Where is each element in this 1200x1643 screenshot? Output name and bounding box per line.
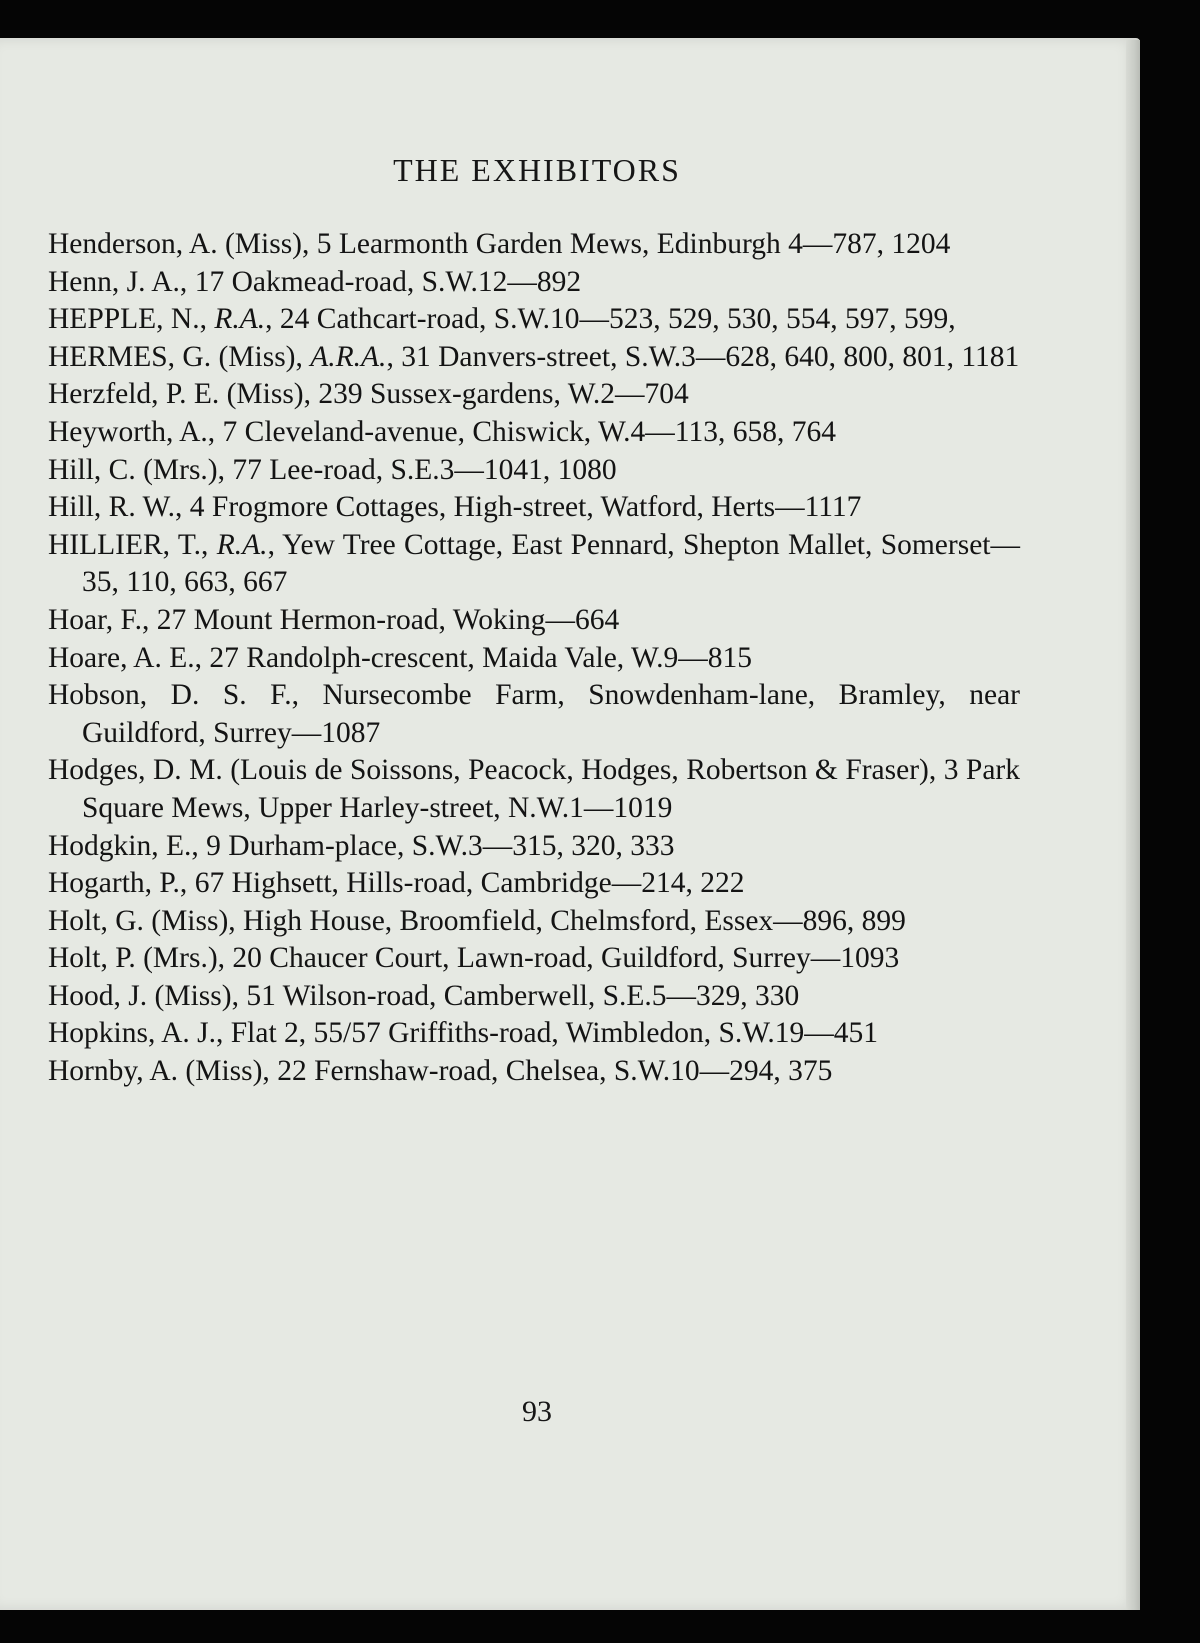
exhibitor-name: Hodgkin, E., [48, 829, 199, 862]
exhibitor-title: R.A. [214, 303, 266, 336]
exhibitor-name: HERMES, G. (Miss), [48, 340, 303, 373]
exhibitor-entry [48, 376, 1020, 414]
exhibitor-details: 17 Oakmead-road, S.W.12—892 [194, 265, 582, 298]
exhibitor-name: HILLIER, T., [48, 528, 209, 561]
exhibitor-name: Holt, G. (Miss), [48, 904, 236, 937]
exhibitor-name: Henderson, A. (Miss), [48, 228, 310, 260]
exhibitor-entry [48, 752, 1020, 827]
exhibitor-details: 77 Lee-road, S.E.3—1041, 1080 [232, 453, 617, 486]
exhibitor-entry [48, 865, 1020, 903]
exhibitor-details: 22 Fernshaw-road, Chelsea, S.W.10—294, 375 [277, 1055, 833, 1088]
exhibitor-entry [48, 301, 1020, 339]
exhibitor-title: A.R.A. [310, 340, 387, 373]
exhibitor-details: 27 Randolph-crescent, Maida Vale, W.9—815 [209, 641, 753, 674]
exhibitor-entry [48, 414, 1020, 452]
exhibitor-details: 4 Frogmore Cottages, High-street, Watford, Herts—1117 [189, 491, 862, 524]
exhibitor-name: Herzfeld, P. E. (Miss), [48, 378, 311, 411]
exhibitor-title: R.A. [216, 528, 268, 561]
exhibitor-name: Henn, J. A., [48, 265, 188, 298]
exhibitor-details: , 31 Danvers-street, S.W.3—628, 640, 800, 801, 1181 [386, 340, 1020, 373]
exhibitor-name: Holt, P. (Mrs.), [48, 942, 226, 975]
exhibitor-details: 67 Highsett, Hills-road, Cambridge—214, 222 [194, 867, 745, 900]
exhibitor-details: Flat 2, 55/57 Griffiths-road, Wimbledon, S.W.19—451 [230, 1017, 879, 1050]
exhibitor-entry [48, 226, 1020, 264]
exhibitor-name: Hogarth, P., [48, 867, 188, 900]
exhibitor-list [48, 226, 1020, 1091]
exhibitor-details: Nursecombe Farm, Snowdenham-lane, Bramley, near Guildford, Surrey—1087 [82, 679, 1020, 749]
exhibitor-entry [48, 527, 1020, 602]
exhibitor-details: (Louis de Soissons, Peacock, Hodges, Robertson & Fraser), 3 Park Square Mews, Upper Harley-street, N.W.1—1019 [82, 754, 1020, 824]
exhibitor-details: 51 Wilson-road, Camberwell, S.E.5—329, 330 [246, 979, 800, 1012]
exhibitor-details: 7 Cleveland-avenue, Chiswick, W.4—113, 658, 764 [222, 415, 836, 448]
exhibitor-entry [48, 828, 1020, 866]
exhibitor-details: 239 Sussex-gardens, W.2—704 [318, 378, 689, 411]
exhibitor-entry [48, 903, 1020, 941]
exhibitor-name: Hopkins, A. J., [48, 1017, 224, 1050]
exhibitor-entry [48, 640, 1020, 678]
exhibitor-name: Heyworth, A., [48, 415, 216, 448]
exhibitor-entry [48, 677, 1020, 752]
exhibitor-details: 5 Learmonth Garden Mews, Edinburgh 4—787, 1204 [316, 228, 951, 260]
page-number: 93 [522, 1395, 552, 1428]
exhibitor-entry [48, 1053, 1020, 1091]
exhibitor-name: Hodges, D. M. [48, 754, 223, 787]
exhibitor-name: Hoar, F., [48, 603, 150, 636]
running-title: THE EXHIBITORS [393, 152, 681, 188]
exhibitor-entry [48, 489, 1020, 527]
exhibitor-entry [48, 978, 1020, 1016]
exhibitor-entry [48, 940, 1020, 978]
exhibitor-name: Hoare, A. E., [48, 641, 203, 674]
exhibitor-details: 27 Mount Hermon-road, Woking—664 [156, 603, 620, 636]
exhibitor-entry [48, 452, 1020, 490]
exhibitor-details: High House, Broomfield, Chelmsford, Essex—896, 899 [243, 904, 906, 937]
exhibitor-name: Hill, R. W., [48, 491, 183, 524]
exhibitor-name: Hornby, A. (Miss), [48, 1055, 270, 1088]
exhibitor-entry [48, 602, 1020, 640]
exhibitor-entry [48, 264, 1020, 302]
exhibitor-details: 20 Chaucer Court, Lawn-road, Guildford, Surrey—1093 [232, 942, 900, 975]
exhibitor-entry [48, 1015, 1020, 1053]
exhibitor-name: Hill, C. (Mrs.), [48, 453, 225, 486]
exhibitor-name: Hood, J. (Miss), [48, 979, 239, 1012]
exhibitor-name: HEPPLE, N., [48, 303, 207, 336]
page-edge [1126, 40, 1140, 1610]
exhibitor-details: 9 Durham-place, S.W.3—315, 320, 333 [206, 829, 675, 862]
exhibitor-entry [48, 339, 1020, 377]
exhibitor-details: , 24 Cathcart-road, S.W.10—523, 529, 530, 554, 597, 599, [265, 303, 956, 336]
exhibitor-name: Hobson, D. S. F., [48, 679, 299, 712]
exhibitor-details: , Yew Tree Cottage, East Pennard, Shepton Mallet, Somerset—35, 110, 663, 667 [82, 528, 1020, 599]
